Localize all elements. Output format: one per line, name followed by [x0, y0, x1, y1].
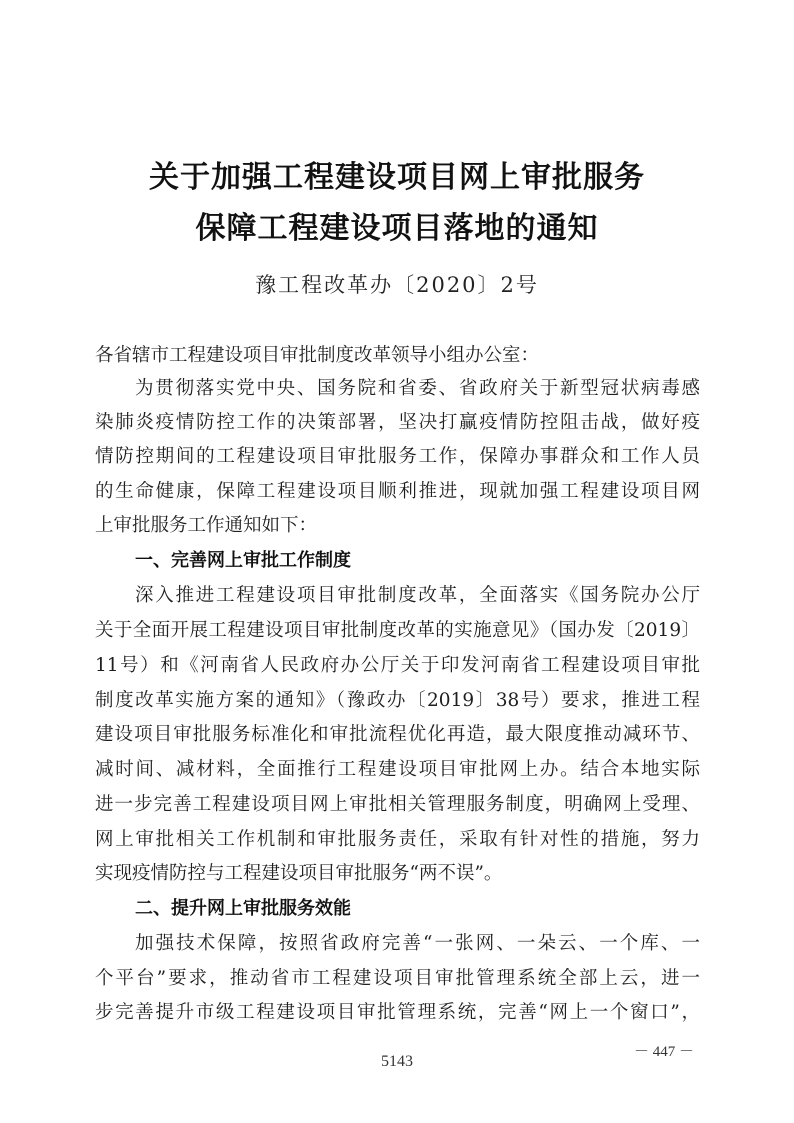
paragraph-line: 上审批服务工作通知如下： — [95, 515, 318, 536]
paragraph-line: 情防控期间的工程建设项目审批服务工作，保障办事群众和工作人员 — [95, 446, 700, 467]
paragraph-line: 减时间、减材料，全面推行工程建设项目审批网上办。结合本地实际 — [95, 759, 700, 780]
paragraph-line: 个平台”要求，推动省市工程建设项目审批管理系统全部上云，进一 — [95, 968, 700, 989]
paragraph-line: 网上审批相关工作机制和审批服务责任，采取有针对性的措施，努力 — [95, 829, 700, 850]
document-title-line-2: 保障工程建设项目落地的通知 — [195, 211, 599, 246]
paragraph-line: 关于全面开展工程建设项目审批制度改革的实施意见》（国办发〔2019〕 — [95, 620, 700, 641]
paragraph-line: 为贯彻落实党中央、国务院和省委、省政府关于新型冠状病毒感 — [135, 378, 700, 399]
paragraph-line: 加强技术保障，按照省政府完善“一张网、一朵云、一个库、一 — [135, 933, 700, 954]
page-number: － 447 － — [633, 1044, 694, 1060]
paragraph-line: 的生命健康，保障工程建设项目顺利推进，现就加强工程建设项目网 — [95, 481, 700, 502]
paragraph-line: 实现疫情防控与工程建设项目审批服务“两不误”。 — [95, 863, 503, 884]
paragraph-line: 11号）和《河南省人民政府办公厅关于印发河南省工程建设项目审批 — [95, 655, 700, 676]
section-heading: 一、完善网上审批工作制度 — [135, 550, 351, 571]
paragraph-line: 进一步完善工程建设项目网上审批相关管理服务制度，明确网上受理、 — [95, 794, 700, 815]
paragraph-line: 深入推进工程建设项目审批制度改革，全面落实《国务院办公厅 — [135, 585, 700, 606]
document-title-line-1: 关于加强工程建设项目网上审批服务 — [149, 160, 645, 195]
paragraph-line: 步完善提升市级工程建设项目审批管理系统，完善“网上一个窗口”， — [95, 1002, 700, 1023]
paragraph-line: 建设项目审批服务标准化和审批流程优化再造，最大限度推动减环节、 — [95, 724, 700, 745]
addressee-line: 各省辖市工程建设项目审批制度改革领导小组办公室： — [95, 345, 540, 366]
serial-number: 5143 — [381, 1053, 413, 1070]
document-number: 豫工程改革办〔2020〕2号 — [255, 273, 539, 297]
section-heading: 二、提升网上审批服务效能 — [135, 898, 351, 919]
paragraph-line: 染肺炎疫情防控工作的决策部署，坚决打赢疫情防控阻击战，做好疫 — [95, 412, 700, 433]
paragraph-line: 制度改革实施方案的通知》（豫政办〔2019〕38号）要求，推进工程 — [95, 690, 700, 711]
